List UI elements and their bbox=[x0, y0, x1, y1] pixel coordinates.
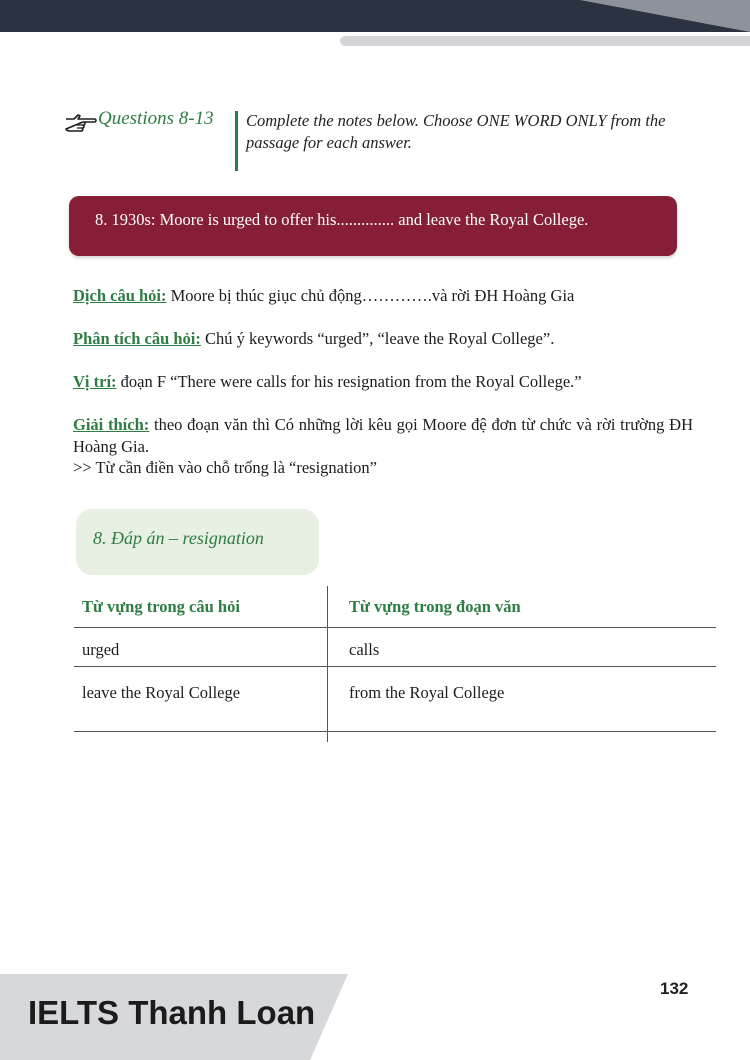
analysis-paragraph bbox=[73, 328, 693, 350]
translation-label: Dịch câu hỏi: bbox=[73, 286, 167, 305]
question-text: 8. 1930s: Moore is urged to offer his.............. and leave the Royal College. bbox=[95, 210, 589, 229]
translation-text: Moore bị thúc giục chủ động………….và rời ĐH Hoàng Gia bbox=[166, 286, 575, 305]
page-number: 132 bbox=[660, 979, 689, 998]
analysis-text: Chú ý keywords “urged”, “leave the Royal College”. bbox=[200, 329, 555, 348]
translation-paragraph bbox=[73, 285, 693, 307]
footer-brand-slant bbox=[310, 974, 348, 1060]
instructions-text: Complete the notes below. Choose ONE WORD ONLY from the passage for each answer. bbox=[246, 111, 666, 152]
table-cell: calls bbox=[349, 640, 380, 659]
heading-divider bbox=[235, 111, 238, 171]
answer-text: 8. Đáp án – resignation bbox=[93, 528, 264, 548]
questions-heading bbox=[64, 108, 704, 174]
explanation-label: Giải thích: bbox=[73, 415, 150, 434]
question-box bbox=[69, 196, 677, 256]
top-banner-accent bbox=[580, 0, 750, 32]
conclusion-line: >> Từ cần điền vào chỗ trống là “resignation” bbox=[73, 458, 377, 477]
table-column-divider bbox=[327, 586, 328, 742]
analysis-label: Phân tích câu hỏi: bbox=[73, 329, 201, 348]
table-header-passage: Từ vựng trong đoạn văn bbox=[349, 597, 521, 616]
answer-box bbox=[76, 509, 319, 575]
table-cell: leave the Royal College bbox=[82, 683, 241, 702]
location-text: đoạn F “There were calls for his resignation from the Royal College.” bbox=[116, 372, 582, 391]
table-header-question: Từ vựng trong câu hỏi bbox=[82, 597, 240, 616]
questions-label: Questions 8-13 bbox=[98, 108, 214, 129]
location-paragraph bbox=[73, 371, 693, 393]
table-cell: urged bbox=[82, 640, 120, 659]
location-label: Vị trí: bbox=[73, 372, 117, 391]
table-divider bbox=[74, 666, 716, 667]
pointing-hand-icon bbox=[64, 110, 98, 134]
vocab-table bbox=[74, 586, 716, 742]
explanation-paragraph bbox=[73, 414, 693, 457]
table-bottom-border bbox=[74, 731, 716, 732]
table-cell: from the Royal College bbox=[349, 683, 505, 702]
explanation-text: theo đoạn văn thì Có những lời kêu gọi Moore đệ đơn từ chức và rời trường ĐH Hoàng Gia. bbox=[73, 415, 693, 456]
brand-name: IELTS Thanh Loan bbox=[28, 994, 316, 1031]
top-banner-strip bbox=[340, 36, 750, 46]
table-divider bbox=[74, 627, 716, 628]
